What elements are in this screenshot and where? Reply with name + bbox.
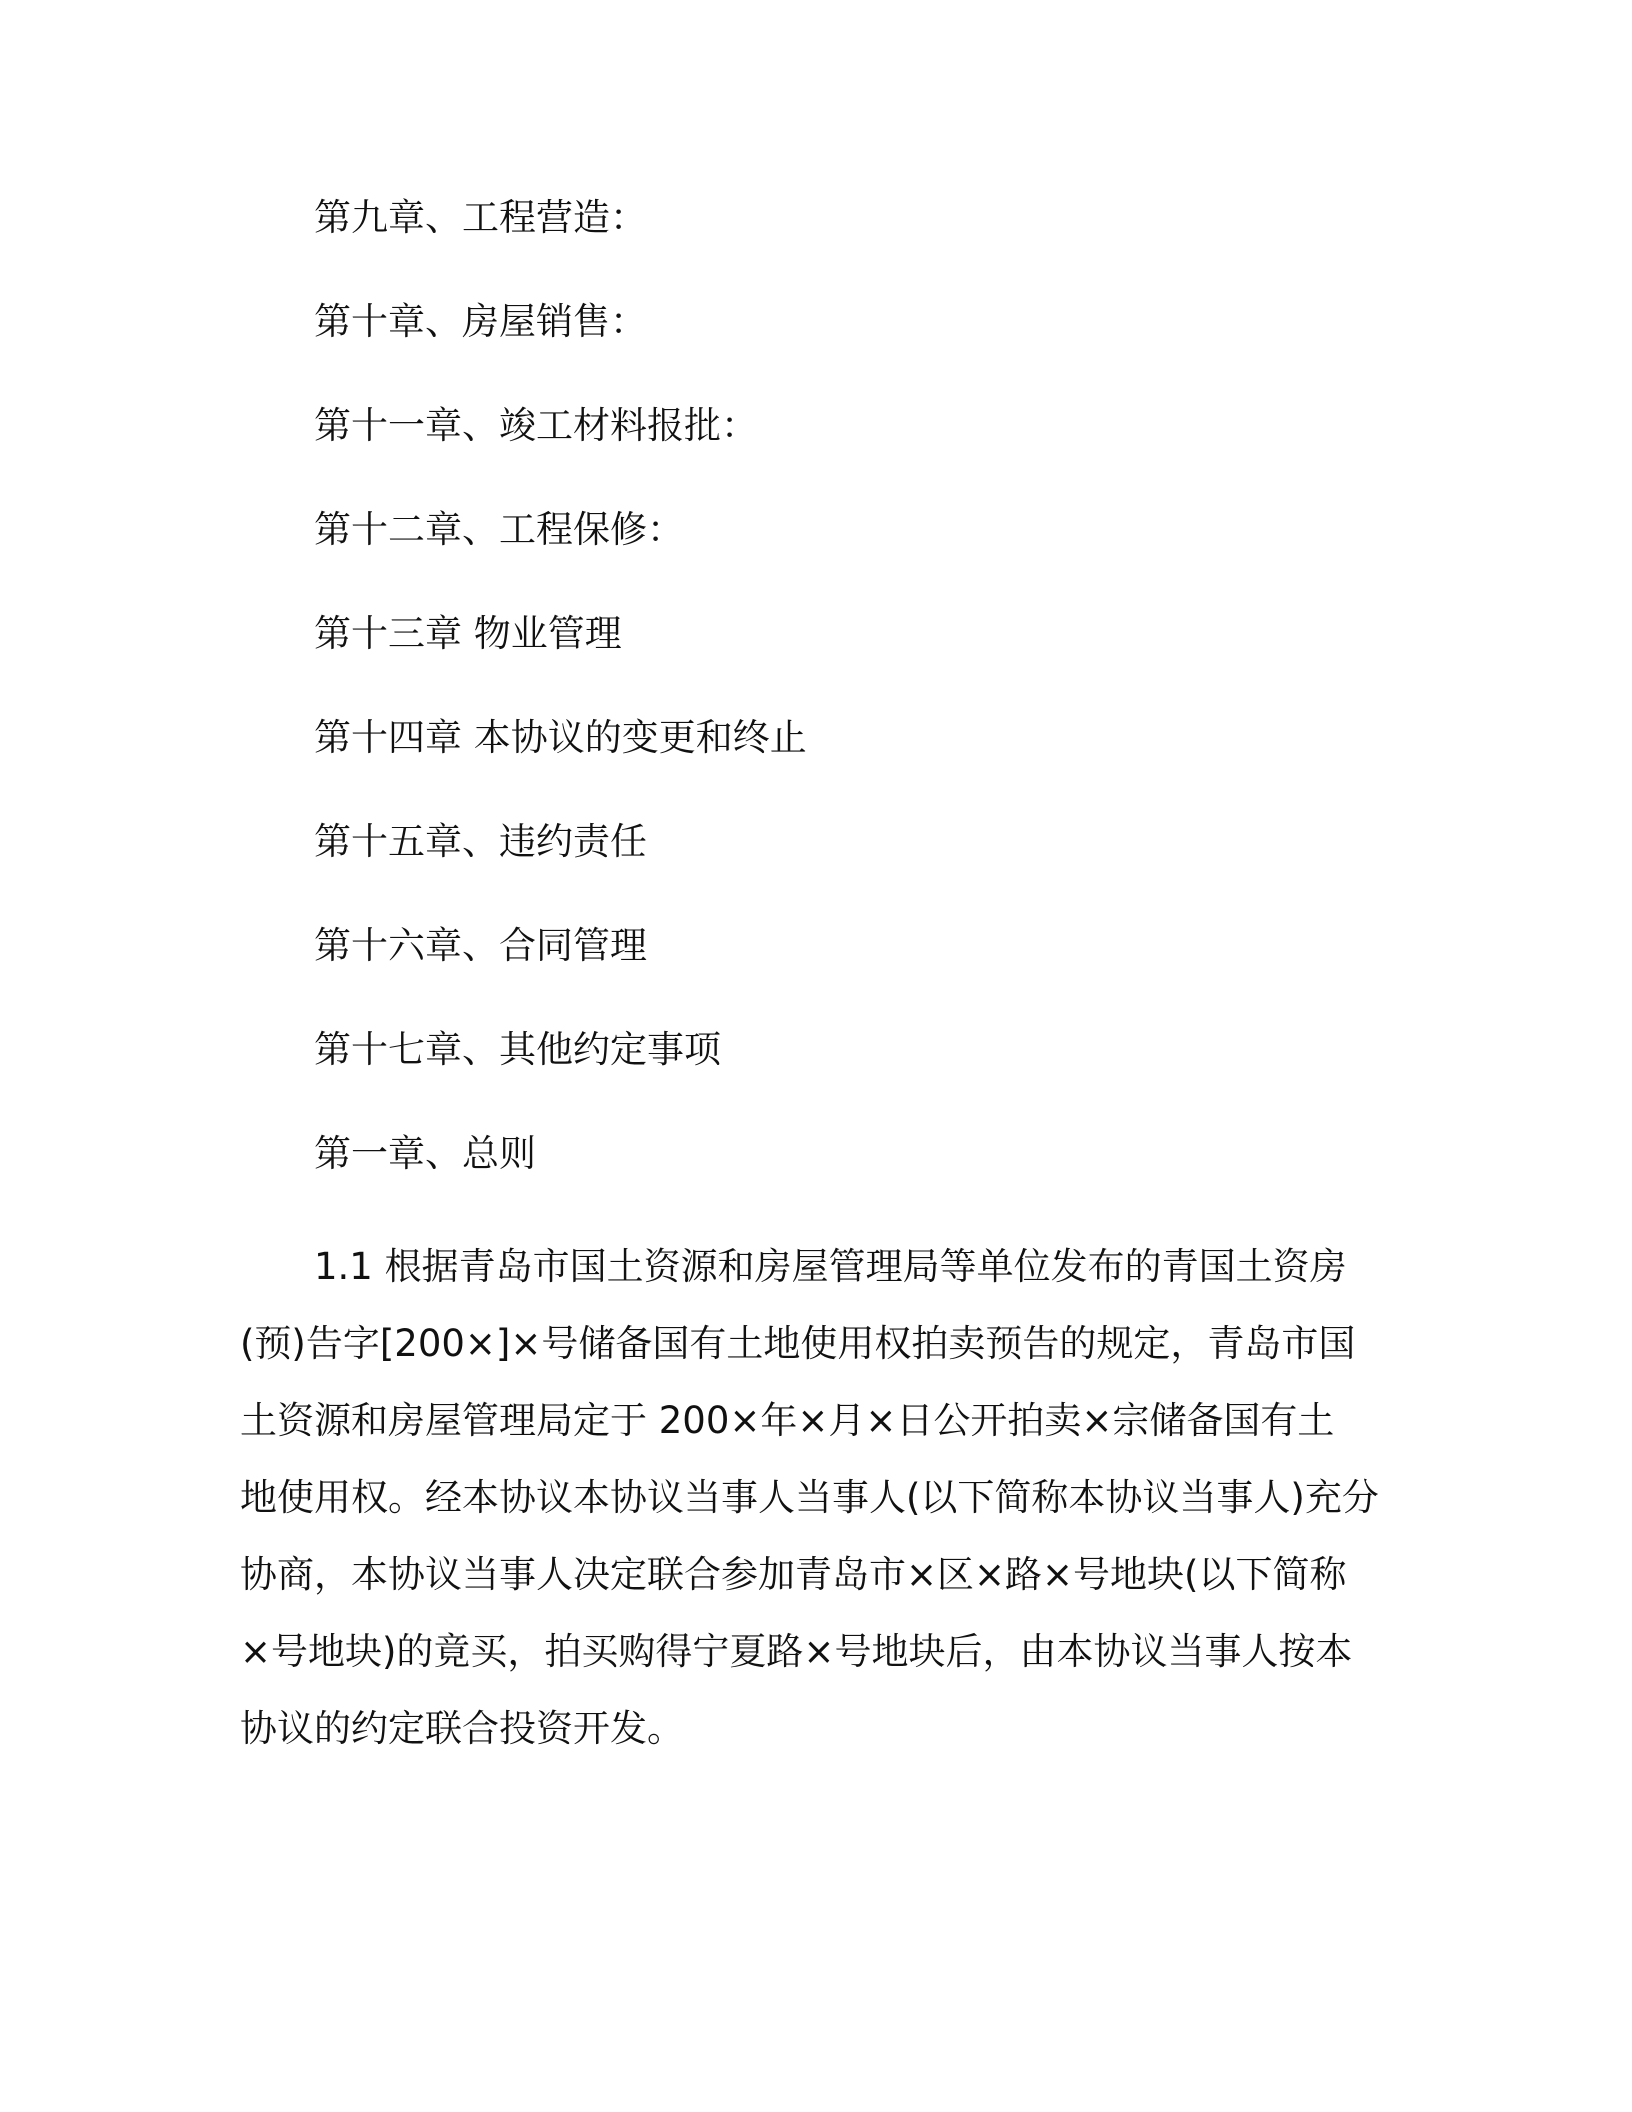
paragraph-line: 协议的约定联合投资开发。 — [240, 1707, 684, 1750]
paragraph-line: 土资源和房屋管理局定于 200×年×月×日公开拍卖×宗储备国有土 — [240, 1399, 1335, 1442]
toc-item-chapter-9: 第九章、工程营造： — [314, 196, 647, 239]
toc-item-chapter-15: 第十五章、违约责任 — [314, 820, 647, 863]
toc-item-chapter-17: 第十七章、其他约定事项 — [314, 1028, 721, 1071]
paragraph-line: 1.1 根据青岛市国土资源和房屋管理局等单位发布的青国土资房 — [314, 1245, 1347, 1288]
toc-item-chapter-14: 第十四章 本协议的变更和终止 — [314, 716, 807, 759]
toc-item-chapter-11: 第十一章、竣工材料报批： — [314, 404, 758, 447]
paragraph-line: 地使用权。经本协议本协议当事人当事人(以下简称本协议当事人)充分 — [240, 1476, 1379, 1519]
toc-item-chapter-12: 第十二章、工程保修： — [314, 508, 684, 551]
table-of-contents — [314, 190, 807, 1126]
paragraph-line: (预)告字[200×]×号储备国有土地使用权拍卖预告的规定，青岛市国 — [240, 1322, 1356, 1365]
toc-item-chapter-16: 第十六章、合同管理 — [314, 924, 647, 967]
toc-item-chapter-13: 第十三章 物业管理 — [314, 612, 622, 655]
toc-item-chapter-10: 第十章、房屋销售： — [314, 300, 647, 343]
chapter-one-heading: 第一章、总则 — [314, 1132, 536, 1175]
paragraph-line: 协商，本协议当事人决定联合参加青岛市×区×路×号地块(以下简称 — [240, 1553, 1347, 1596]
clause-1-1-paragraph — [240, 1228, 1390, 1767]
paragraph-line: ×号地块)的竟买，拍买购得宁夏路×号地块后，由本协议当事人按本 — [240, 1630, 1353, 1673]
